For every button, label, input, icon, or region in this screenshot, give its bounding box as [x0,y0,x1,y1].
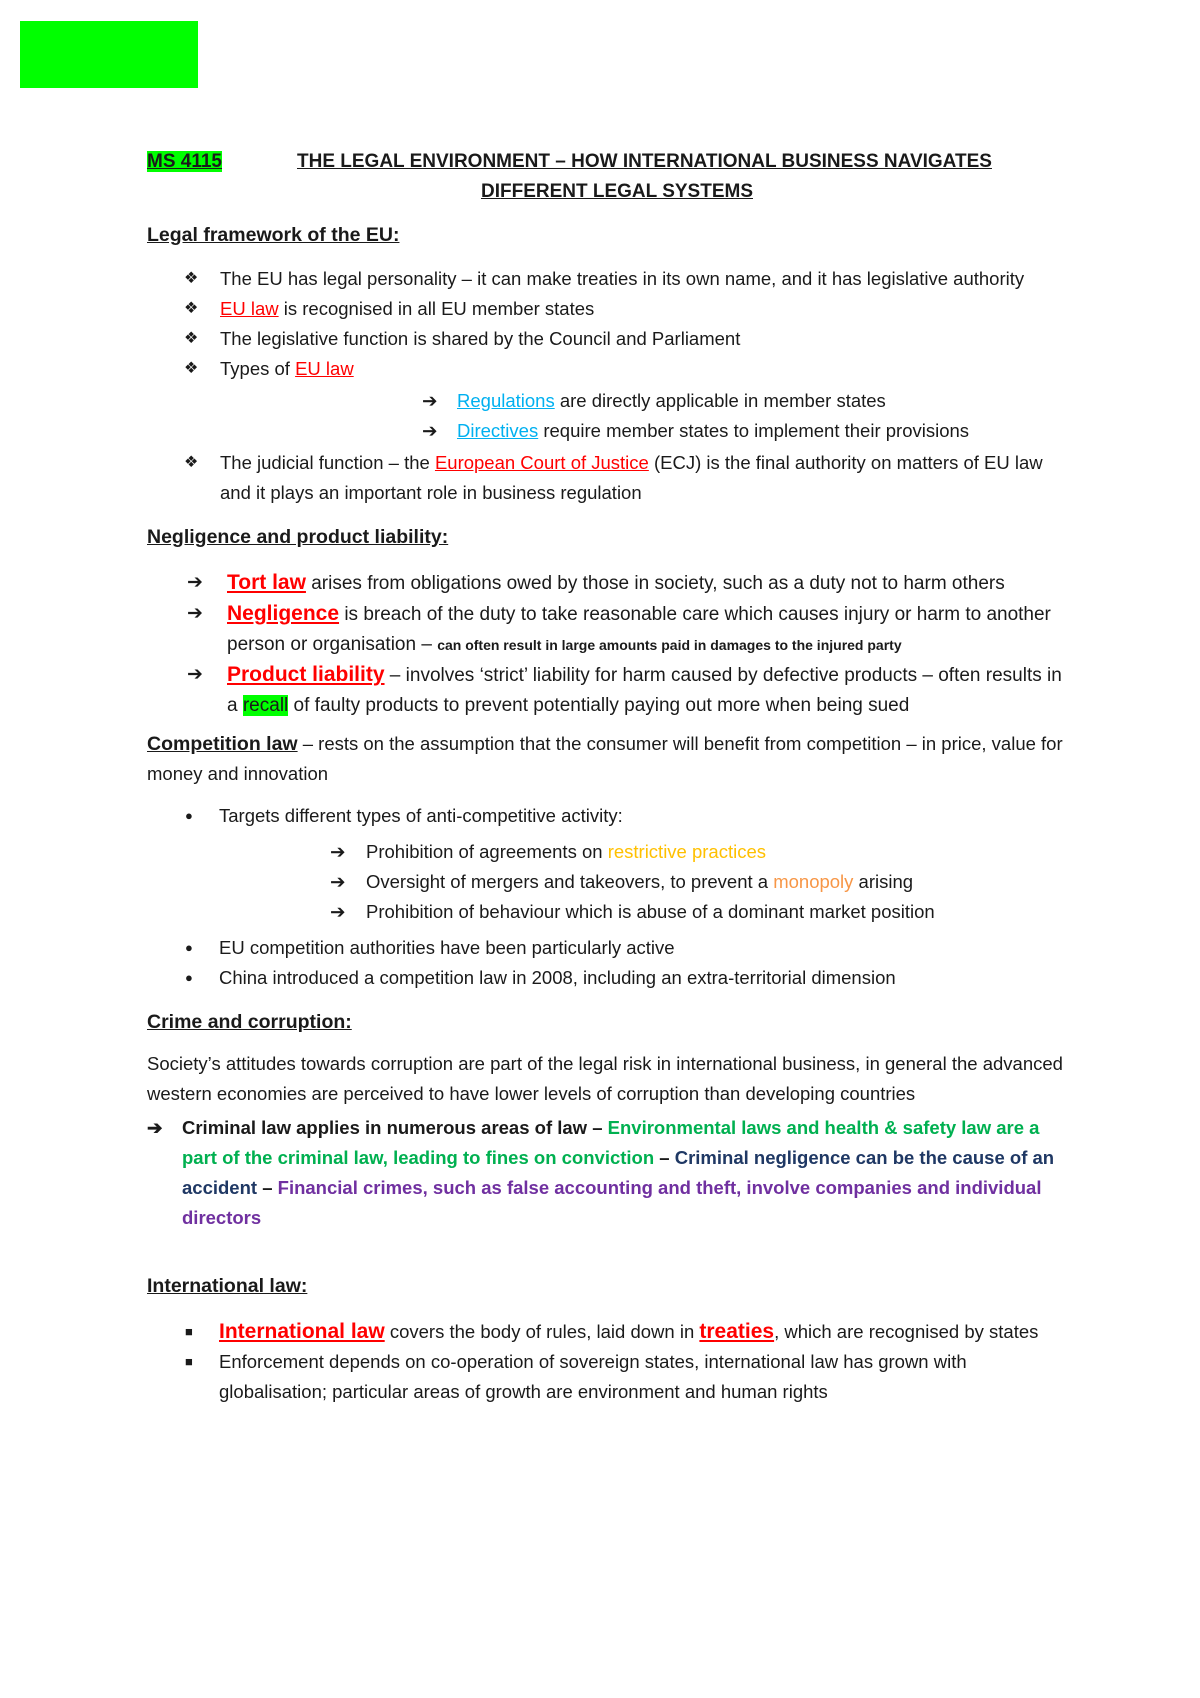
term-product-liability: Product liability [227,663,385,686]
term-monopoly: monopoly [773,871,854,892]
title-line-2: DIFFERENT LEGAL SYSTEMS [480,181,753,202]
arrow-bullet-icon: ➔ [422,420,438,441]
heading-eu: Legal framework of the EU: [147,224,400,246]
arrow-bullet-icon: ➔ [187,603,203,624]
term-negligence: Negligence [227,602,340,625]
competition-sub-list [147,837,1067,927]
list-item: ➔ Criminal law applies in numerous areas of law – Environmental laws and health & safety law are a part of the criminal law, leading to fines on conviction – Criminal negligence can be the cause of an accident – Financial crimes, such as false accounting and theft, involve companies and individual directors [147,1113,1067,1233]
eu-list-cont [147,448,1067,508]
arrow-bullet-icon: ➔ [187,664,203,685]
term-treaties: treaties [699,1320,775,1343]
list-item: ➔ Oversight of mergers and takeovers, to prevent a monopoly arising [147,867,1067,897]
list-item: ❖ EU law is recognised in all EU member states [147,294,1067,324]
term-regulations: Regulations [457,390,555,411]
list-item: ❖ Types of EU law [147,354,1067,384]
document-title [147,147,1067,207]
list-item: ● EU competition authorities have been particularly active [147,933,1067,963]
crime-list [147,1113,1067,1233]
competition-list [147,801,1067,831]
arrow-bullet-icon: ➔ [330,841,346,862]
eu-types-list [147,386,1067,446]
competition-intro: Competition law – rests on the assumption that the consumer will benefit from competition – in price, value for money and innovation [147,733,1063,784]
dot-bullet-icon: ● [185,808,193,823]
heading-international: International law: [147,1275,308,1297]
international-list [147,1317,1067,1407]
heading-competition: Competition law [147,733,298,755]
highlight-recall: recall [242,695,289,716]
list-item: ➔ Regulations are directly applicable in member states [147,386,1067,416]
term-directives: Directives [457,420,539,441]
term-ecj: European Court of Justice [434,452,649,473]
header-highlight-box [20,21,198,88]
list-item: ❖ The EU has legal personality – it can make treaties in its own name, and it has legislative authority [147,264,1067,294]
list-item: ❖ The judicial function – the European Court of Justice (ECJ) is the final authority on matters of EU law and it plays an important role in business regulation [147,448,1067,508]
dot-bullet-icon: ● [185,970,193,985]
list-item: ❖ The legislative function is shared by the Council and Parliament [147,324,1067,354]
list-item: ➔ Directives require member states to implement their provisions [147,416,1067,446]
dot-bullet-icon: ● [185,940,193,955]
document-page [147,147,1067,1407]
list-item: ● China introduced a competition law in 2008, including an extra-territorial dimension [147,963,1067,993]
competition-list-cont [147,933,1067,993]
list-item: ➔ Tort law arises from obligations owed by those in society, such as a duty not to harm others [147,568,1067,599]
heading-negligence: Negligence and product liability: [147,526,449,548]
list-item: ■ International law covers the body of rules, laid down in treaties, which are recognised by states [147,1317,1067,1347]
course-code: MS 4115 [147,151,222,172]
arrow-bullet-icon: ➔ [422,390,438,411]
arrow-bullet-icon: ➔ [147,1117,163,1138]
crime-paragraph: Society’s attitudes towards corruption are part of the legal risk in international business, in general the advanced western economies are perceived to have lower levels of corruption than developing countries [147,1053,1063,1104]
term-eu-law: EU law [220,298,279,319]
term-restrictive-practices: restrictive practices [607,841,767,862]
list-item: ➔ Product liability – involves ‘strict’ liability for harm caused by defective products – often results in a recall of faulty products to prevent potentially paying out more when being sued [147,660,1067,721]
diamond-bullet-icon: ❖ [184,300,199,317]
term-tort-law: Tort law [227,571,306,594]
diamond-bullet-icon: ❖ [184,330,199,347]
list-item: ■ Enforcement depends on co-operation of sovereign states, international law has grown with globalisation; particular areas of growth are environment and human rights [147,1347,1067,1407]
square-bullet-icon: ■ [185,1324,193,1339]
diamond-bullet-icon: ❖ [184,360,199,377]
diamond-bullet-icon: ❖ [184,270,199,287]
negligence-list [147,568,1067,721]
term-eu-law: EU law [295,358,354,379]
list-item: ➔ Prohibition of agreements on restrictive practices [147,837,1067,867]
square-bullet-icon: ■ [185,1354,193,1369]
list-item: ● Targets different types of anti-competitive activity: [147,801,1067,831]
eu-list [147,264,1067,384]
diamond-bullet-icon: ❖ [184,454,199,471]
heading-crime: Crime and corruption: [147,1011,352,1033]
arrow-bullet-icon: ➔ [187,572,203,593]
list-item: ➔ Prohibition of behaviour which is abuse of a dominant market position [147,897,1067,927]
arrow-bullet-icon: ➔ [330,901,346,922]
title-line-1: THE LEGAL ENVIRONMENT – HOW INTERNATIONAL BUSINESS NAVIGATES [297,151,992,172]
term-international-law: International law [219,1320,385,1343]
list-item: ➔ Negligence is breach of the duty to take reasonable care which causes injury or harm to another person or organisation – can often result in large amounts paid in damages to the injured party [147,599,1067,660]
arrow-bullet-icon: ➔ [330,871,346,892]
